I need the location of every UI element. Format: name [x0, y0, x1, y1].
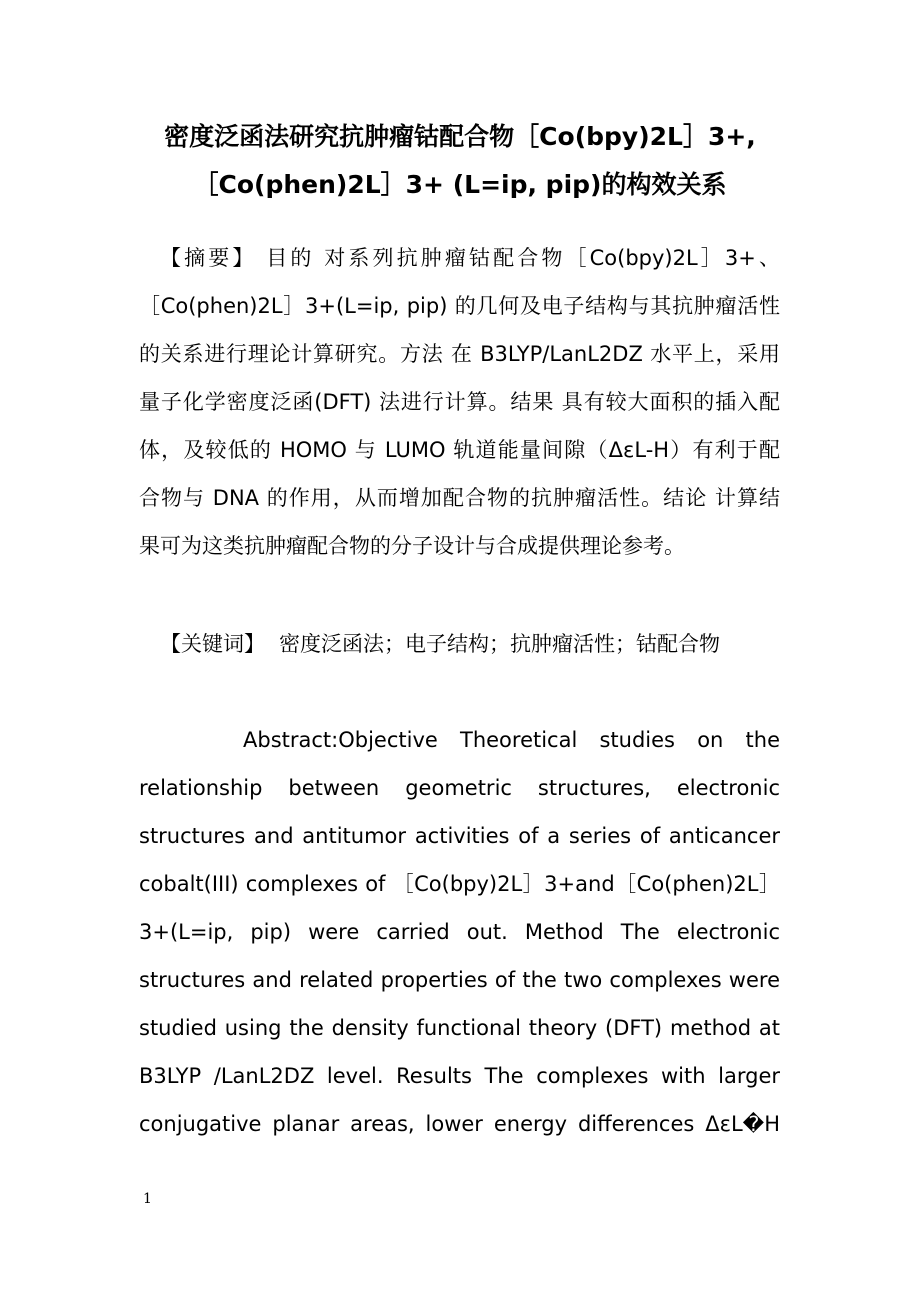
paper-title-line-2: ［Co(phen)2L］3+ (L=ip, pip)的构效关系	[193, 170, 727, 199]
abstract-cn-line: 【摘要】 目的 对系列抗肿瘤钴配合物［Co(bpy)2L］3+、	[160, 246, 780, 270]
abstract-cn-line: 量子化学密度泛函(DFT) 法进行计算。结果 具有较大面积的插入配	[139, 390, 780, 414]
abstract-en-line: structures and related properties of the two complexes were	[139, 968, 780, 992]
keywords	[160, 620, 720, 668]
abstract-en-line: studied using the density functional theory (DFT) method at	[139, 1016, 780, 1040]
abstract-en-line: cobalt(III) complexes of ［Co(bpy)2L］3+and［Co(phen)2L］	[139, 872, 780, 896]
abstract-cn-line: 的关系进行理论计算研究。方法 在 B3LYP/LanL2DZ 水平上，采用	[139, 342, 780, 366]
abstract-en-line: B3LYP /LanL2DZ level. Results The complexes with larger	[139, 1064, 780, 1088]
keywords-text: 密度泛函法；电子结构；抗肿瘤活性；钴配合物	[279, 632, 720, 656]
abstract-en-line: conjugative planar areas, lower energy differences ΔεL�H	[139, 1112, 780, 1136]
abstract-en-line: structures and antitumor activities of a series of anticancer	[139, 824, 780, 848]
page-number: 1	[143, 1191, 152, 1207]
abstract-cn-line: ［Co(phen)2L］3+(L=ip, pip) 的几何及电子结构与其抗肿瘤活性	[139, 294, 780, 318]
abstract-en-line: Abstract:Objective Theoretical studies on the	[243, 728, 780, 752]
abstract-cn-line: 果可为这类抗肿瘤配合物的分子设计与合成提供理论参考。	[139, 534, 685, 558]
abstract-cn-line: 合物与 DNA 的作用，从而增加配合物的抗肿瘤活性。结论 计算结	[139, 486, 780, 510]
paper-title-line-1: 密度泛函法研究抗肿瘤钴配合物［Co(bpy)2L］3+,	[164, 122, 756, 151]
abstract-en-line: relationship between geometric structures, electronic	[139, 776, 780, 800]
abstract-cn-line: 体，及较低的 HOMO 与 LUMO 轨道能量间隙（ΔεL-H）有利于配	[139, 438, 780, 462]
keywords-label: 【关键词】	[160, 632, 265, 656]
abstract-en-line: 3+(L=ip, pip) were carried out. Method The electronic	[139, 920, 780, 944]
